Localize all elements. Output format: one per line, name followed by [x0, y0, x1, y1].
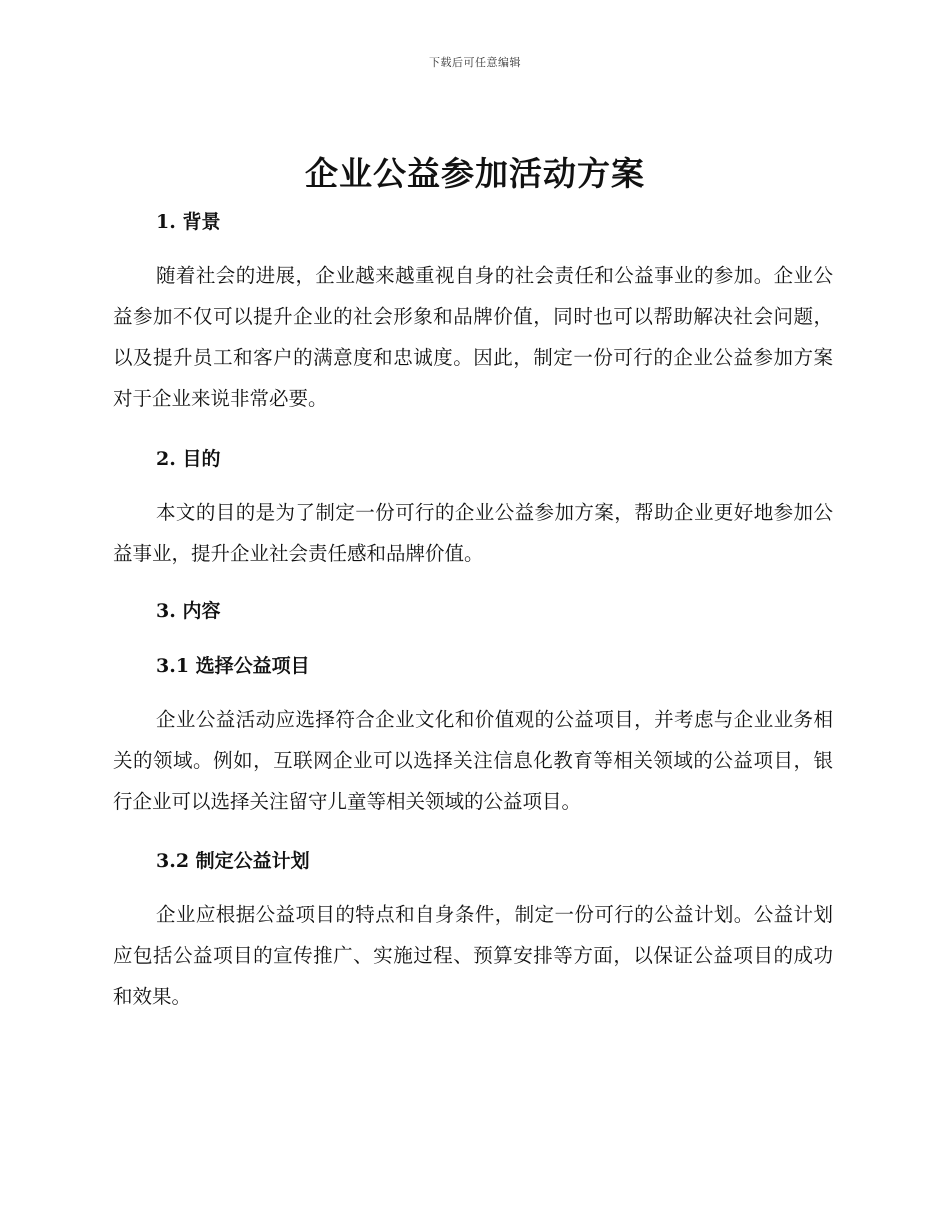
section-paragraph-purpose: 本文的目的是为了制定一份可行的企业公益参加方案，帮助企业更好地参加公益事业，提升企业社会责任感和品牌价值。 — [113, 501, 833, 565]
section-heading-background: 1. 背景 — [156, 211, 221, 233]
page-header-note: 下载后可任意编辑 — [429, 56, 521, 69]
document-title: 企业公益参加活动方案 — [305, 154, 645, 193]
section-paragraph-choose-project: 企业公益活动应选择符合企业文化和价值观的公益项目，并考虑与企业业务相关的领域。例如，互联网企业可以选择关注信息化教育等相关领域的公益项目，银行企业可以选择关注留守儿童等相关领域的公益项目。 — [113, 708, 833, 813]
section-paragraph-make-plan: 企业应根据公益项目的特点和自身条件，制定一份可行的公益计划。公益计划应包括公益项目的宣传推广、实施过程、预算安排等方面，以保证公益项目的成功和效果。 — [113, 903, 833, 1008]
section-heading-purpose: 2. 目的 — [156, 448, 221, 470]
section-heading-choose-project: 3.1 选择公益项目 — [156, 655, 310, 677]
section-paragraph-background: 随着社会的进展，企业越来越重视自身的社会责任和公益事业的参加。企业公益参加不仅可以提升企业的社会形象和品牌价值，同时也可以帮助解决社会问题，以及提升员工和客户的满意度和忠诚度。因此，制定一份可行的企业公益参加方案对于企业来说非常必要。 — [113, 264, 833, 410]
section-heading-content: 3. 内容 — [156, 600, 221, 622]
section-heading-make-plan: 3.2 制定公益计划 — [156, 850, 310, 872]
